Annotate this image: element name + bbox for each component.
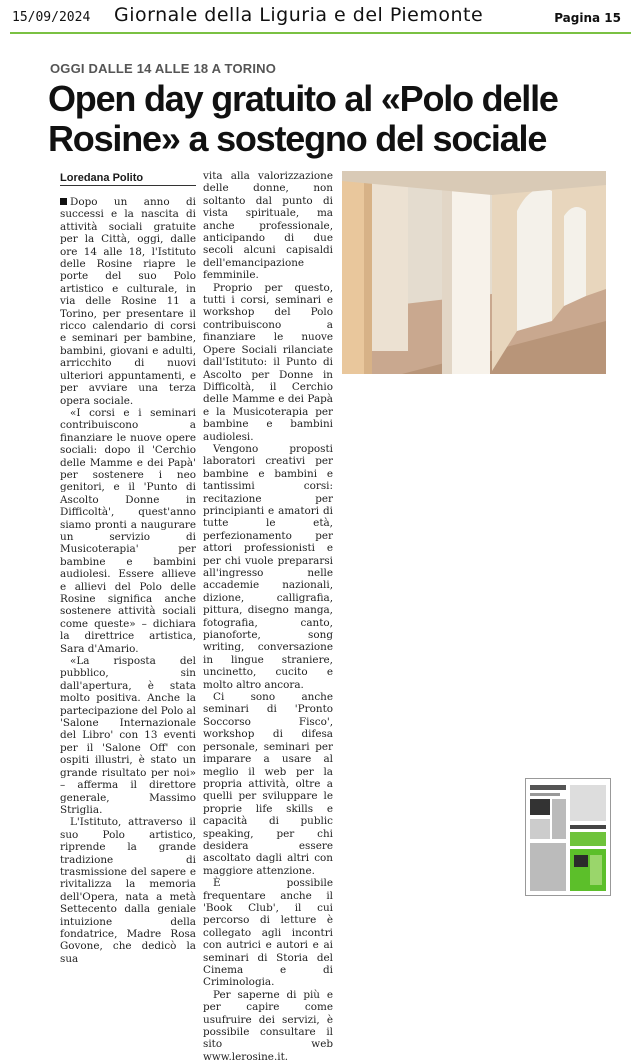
colonnade-photo <box>342 171 606 374</box>
paragraph: Dopo un anno di successi e la nascita di attività sociali gratuite per la Città, oggi, dalle ore 14 alle 18, l'Istituto delle Rosine riapre le porte del suo Polo artistico e culturale, in via delle Rosine 11 a Torino, per presentare il ricco calendario di corsi e seminari per bambine, bambini, giovani e adulti, arricchito di nuovi ulteriori appuntamenti, e per avviare una terza opera sociale. <box>60 196 196 407</box>
article-kicker: OGGI DALLE 14 ALLE 18 A TORINO <box>50 61 277 76</box>
header-rule <box>10 32 631 34</box>
article-column-2 <box>203 170 333 1063</box>
paragraph: «I corsi e i seminari contribuiscono a finanziare le nuove opere sociali: dopo il 'Cerchio delle Mamme e dei Papà' per sostenere i neo genitori, e il 'Punto di Ascolto Donne in Difficoltà', quest'anno siamo pronti a naugurare un servizio di Musicoterapia' per bambine e bambini audiolesi. Essere allieve e allievi del Polo delle Rosine significa anche sostenere attività sociali come queste» – dichiara la direttrice artistica, Sara d'Amario. <box>60 406 196 655</box>
paragraph: Ci sono anche seminari di 'Pronto Soccorso Fisco', workshop di difesa personale, seminari per imparare a usare al meglio il web per la propria attività, oltre a quelli per sviluppare le proprie life skills e capacità di public speaking, per chi desidera essere ascoltato dagli altri con maggiore attenzione. <box>203 691 333 877</box>
article-column-1 <box>60 196 196 965</box>
page-thumbnail-image <box>526 779 610 895</box>
paragraph: Proprio per questo, tutti i corsi, seminari e workshop del Polo contribuiscono a finanziare le nuove Opere Sociali rilanciate dall'Istituto: il Punto di Ascolto per Donne in Difficoltà, il Cerchio delle Mamme e dei Papà e la Musicoterapia per bambine e bambini audiolesi. <box>203 281 333 443</box>
page-header <box>0 0 641 36</box>
paragraph: «La risposta del pubblico, sin dall'apertura, è stata molto positiva. Anche la partecipazione del Polo al 'Salone Internazionale del Libro' con 13 eventi per il 'Salone Off' con ospiti illustri, è stato un grande risultato per noi» – afferma il direttore generale, Massimo Striglia. <box>60 655 196 816</box>
newspaper-name: Giornale della Liguria e del Piemonte <box>114 4 484 26</box>
article-photo <box>342 171 606 374</box>
article-byline: Loredana Polito <box>60 172 196 186</box>
paragraph-marker-icon <box>60 198 67 205</box>
paragraph: L'Istituto, attraverso il suo Polo artistico, riprende la grande tradizione di trasmissione del sapere e rivitalizza la memoria dell'Opera, nata a metà Settecento dalla geniale intuizione della fondatrice, Madre Rosa Govone, che dedicò la sua <box>60 816 196 965</box>
paragraph: Per saperne di più e per capire come usufruire dei servizi, è possibile consultare il sito web www.lerosine.it. <box>203 988 333 1063</box>
page-number: Pagina 15 <box>554 11 621 25</box>
article-headline: Open day gratuito al «Polo delle Rosine» a sostegno del sociale <box>48 78 558 159</box>
issue-date: 15/09/2024 <box>12 10 91 25</box>
page-thumbnail[interactable] <box>525 778 611 896</box>
paragraph: vita alla valorizzazione delle donne, non soltanto dal punto di vista spirituale, ma anche professionale, anticipando di due secoli alcuni capisaldi dell'emancipazione femminile. <box>203 170 333 282</box>
paragraph: Vengono proposti laboratori creativi per bambine e bambini e tantissimi corsi: recitazione per principianti e amatori di tutte le età, perfezionamento per attori professionisti e per chi vuole prepararsi all'ingresso nelle accademie nazionali, dizione, calligrafia, pittura, disegno manga, fotografia, canto, pianoforte, song writing, conversazione in lingue straniere, uncinetto, cucito e molto altro ancora. <box>203 442 333 691</box>
paragraph: È possibile frequentare anche il 'Book Club', il cui percorso di letture è collegato agli incontri con autrici e autori e ai seminari di Storia del Cinema e di Criminologia. <box>203 877 333 989</box>
